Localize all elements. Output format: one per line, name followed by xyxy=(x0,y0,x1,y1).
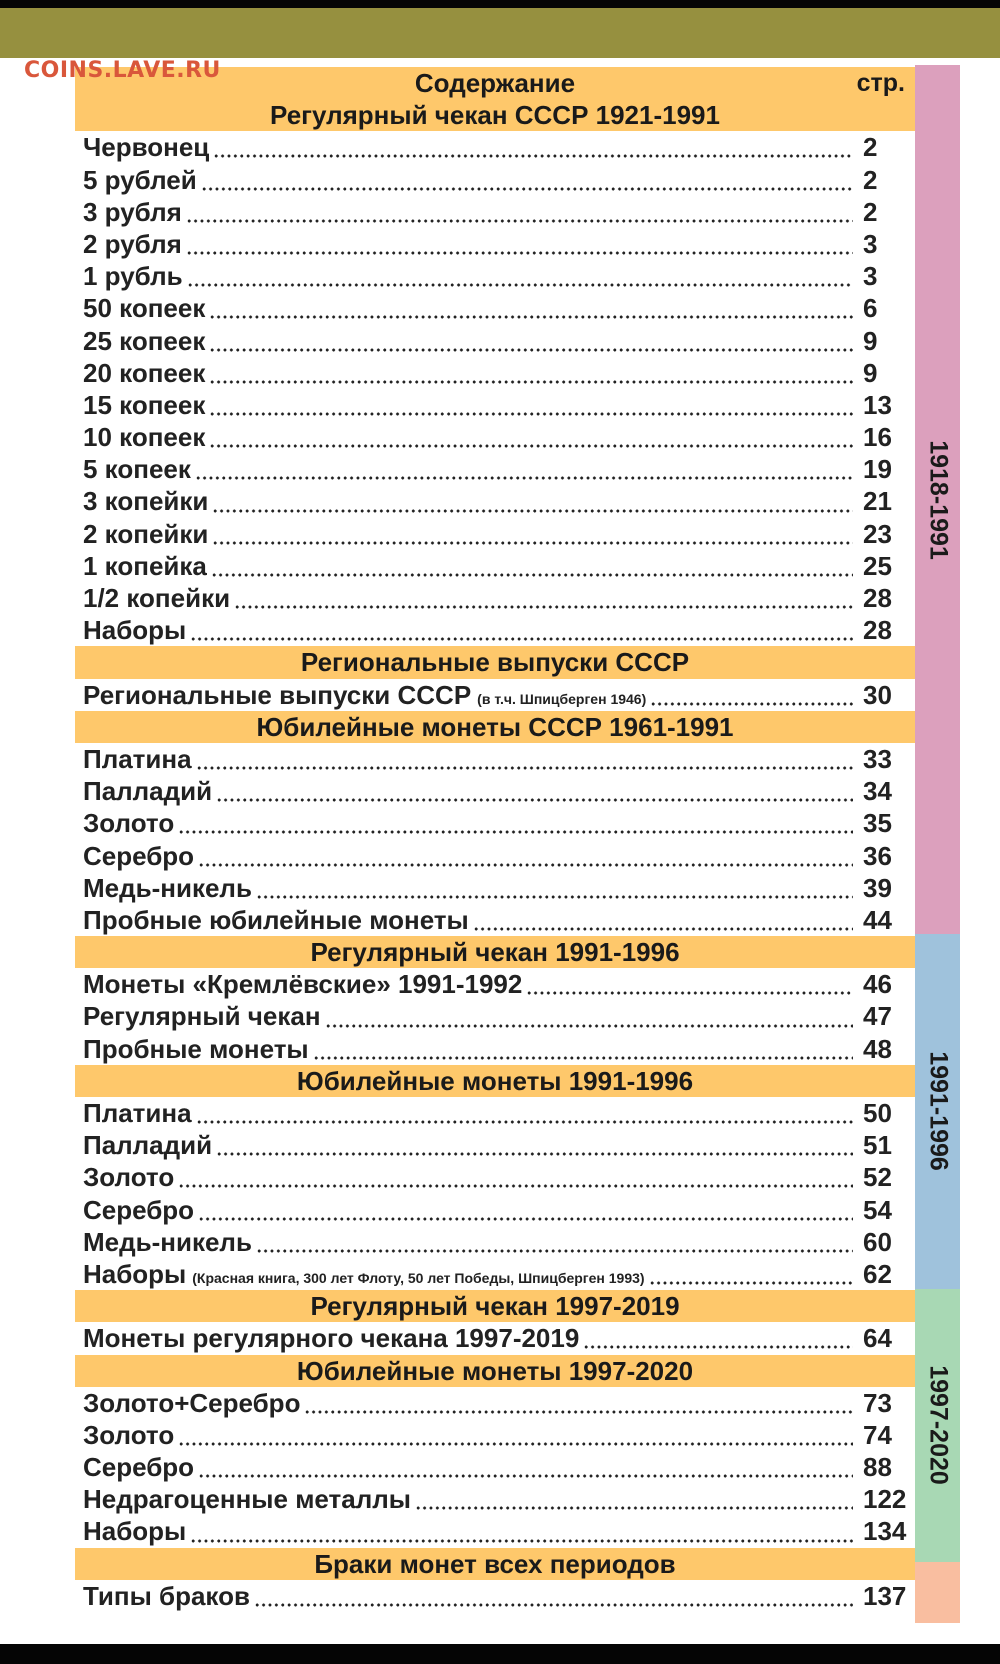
toc-entry[interactable] xyxy=(75,131,915,163)
page-column-label: стр. xyxy=(856,69,905,97)
toc-entry[interactable] xyxy=(75,1226,915,1258)
dot-leader xyxy=(650,684,853,706)
dot-leader xyxy=(209,362,853,384)
entry-page-number: 60 xyxy=(863,1226,892,1257)
toc-entry[interactable] xyxy=(75,292,915,324)
dot-leader xyxy=(213,136,853,158)
entry-page-number: 3 xyxy=(863,261,878,292)
entry-page-number: 16 xyxy=(863,422,892,453)
entry-page-number: 137 xyxy=(863,1580,907,1611)
entry-page-number: 2 xyxy=(863,132,878,163)
period-label: 1918-1991 xyxy=(924,439,952,560)
entry-page-number: 64 xyxy=(863,1323,892,1354)
entry-page-number: 6 xyxy=(863,293,878,324)
toc-entry[interactable] xyxy=(75,1580,915,1612)
dot-leader xyxy=(209,394,853,416)
entry-label: 5 рублей xyxy=(83,164,197,195)
entry-page-number: 28 xyxy=(863,583,892,613)
section-header[interactable]: Юбилейные монеты СССР 1961-1991 xyxy=(75,711,915,743)
entry-label: Медь-никель xyxy=(83,1226,252,1257)
toc-entry[interactable] xyxy=(75,1258,915,1290)
entry-page-number: 3 xyxy=(863,228,878,259)
entry-page-number: 134 xyxy=(863,1516,907,1547)
section-header[interactable]: Регулярный чекан СССР 1921-1991 xyxy=(75,99,915,131)
entry-label: Серебро xyxy=(83,840,195,871)
entry-label: 25 копеек xyxy=(83,325,206,356)
entry-label: Серебро xyxy=(83,1452,195,1483)
dot-leader xyxy=(583,1327,853,1349)
dot-leader xyxy=(254,1585,853,1607)
entry-label: Монеты «Кремлёвские» 1991-1992 xyxy=(83,969,523,1000)
toc-entry[interactable] xyxy=(75,807,915,839)
toc-entry[interactable] xyxy=(75,679,915,711)
entry-label: 1/2 копейки xyxy=(83,583,231,613)
dot-leader xyxy=(234,587,853,609)
entry-note: (Красная книга, 300 лет Флоту, 50 лет Победы, Шпицберген 1993) xyxy=(192,1269,645,1286)
entry-page-number: 50 xyxy=(863,1098,892,1128)
toc-entry[interactable] xyxy=(75,1515,915,1547)
period-sidebar xyxy=(915,934,960,1288)
section-header[interactable]: Регулярный чекан 1997-2019 xyxy=(75,1290,915,1322)
entry-label: Регулярный чекан xyxy=(83,1001,321,1032)
entry-label: Червонец xyxy=(83,132,210,163)
entry-page-number: 48 xyxy=(863,1033,892,1064)
entry-label: Золото xyxy=(83,808,175,839)
top-black-bar xyxy=(0,0,1000,8)
toc-entry[interactable] xyxy=(75,968,915,1000)
section-header[interactable]: Регулярный чекан 1991-1996 xyxy=(75,936,915,968)
toc-entry[interactable] xyxy=(75,1483,915,1515)
entry-page-number: 39 xyxy=(863,872,892,903)
dot-leader xyxy=(212,491,853,513)
entry-page-number: 88 xyxy=(863,1452,892,1483)
entry-label: Региональные выпуски СССР xyxy=(83,679,472,710)
entry-label: Типы браков xyxy=(83,1580,250,1611)
period-sidebar xyxy=(915,65,960,934)
dot-leader xyxy=(526,973,853,995)
dot-leader xyxy=(178,1166,853,1188)
entry-label: Золото xyxy=(83,1162,175,1193)
entry-page-number: 44 xyxy=(863,904,892,935)
dot-leader xyxy=(256,877,853,899)
section-header[interactable]: Региональные выпуски СССР xyxy=(75,646,915,678)
dot-leader xyxy=(209,330,853,352)
dot-leader xyxy=(211,555,853,577)
entry-label: Наборы xyxy=(83,615,187,646)
entry-label: Платина xyxy=(83,1098,192,1128)
entry-label: 20 копеек xyxy=(83,357,206,388)
toc-entry[interactable] xyxy=(75,453,915,485)
entry-label: Наборы xyxy=(83,1516,187,1547)
section-header[interactable]: Юбилейные монеты 1991-1996 xyxy=(75,1065,915,1097)
dot-leader xyxy=(256,1231,853,1253)
entry-label: Наборы xyxy=(83,1258,187,1289)
dot-leader xyxy=(209,426,853,448)
entry-page-number: 47 xyxy=(863,1001,892,1032)
entry-label: Серебро xyxy=(83,1194,195,1225)
dot-leader xyxy=(473,909,853,931)
dot-leader xyxy=(649,1263,853,1285)
entry-label: Золото+Серебро xyxy=(83,1387,301,1418)
entry-label: 5 копеек xyxy=(83,454,191,485)
dot-leader xyxy=(186,233,853,255)
dot-leader xyxy=(178,812,853,834)
entry-page-number: 28 xyxy=(863,615,892,646)
entry-page-number: 30 xyxy=(863,679,892,710)
dot-leader xyxy=(313,1038,853,1060)
entry-page-number: 36 xyxy=(863,840,892,871)
bottom-black-bar xyxy=(0,1644,1000,1664)
toc-entry[interactable] xyxy=(75,196,915,228)
dot-leader xyxy=(196,1102,853,1124)
dot-leader xyxy=(201,169,853,191)
entry-page-number: 122 xyxy=(863,1484,907,1515)
dot-leader xyxy=(186,201,853,223)
entry-page-number: 62 xyxy=(863,1258,892,1289)
entry-label: 1 копейка xyxy=(83,550,207,581)
dot-leader xyxy=(198,1199,853,1221)
dot-leader xyxy=(195,458,853,480)
entry-page-number: 73 xyxy=(863,1387,892,1418)
dot-leader xyxy=(216,1134,853,1156)
toc-entry[interactable] xyxy=(75,1129,915,1161)
entry-page-number: 35 xyxy=(863,808,892,839)
entry-label: 1 рубль xyxy=(83,261,183,292)
entry-page-number: 21 xyxy=(863,486,892,517)
entry-label: Медь-никель xyxy=(83,872,252,903)
toc-entry[interactable] xyxy=(75,260,915,292)
dot-leader xyxy=(198,845,853,867)
entry-label: 2 копейки xyxy=(83,518,209,549)
entry-page-number: 34 xyxy=(863,776,892,807)
toc-entry[interactable] xyxy=(75,421,915,453)
period-sidebar xyxy=(915,1289,960,1563)
entry-label: Монеты регулярного чекана 1997-2019 xyxy=(83,1323,580,1354)
toc-entry[interactable] xyxy=(75,1419,915,1451)
toc-entry[interactable] xyxy=(75,1000,915,1032)
entry-page-number: 54 xyxy=(863,1194,892,1225)
entry-label: Пробные юбилейные монеты xyxy=(83,904,469,935)
toc-entry[interactable] xyxy=(75,1033,915,1065)
toc-entry[interactable] xyxy=(75,550,915,582)
entry-label: Золото xyxy=(83,1419,175,1450)
dot-leader xyxy=(325,1006,853,1028)
dot-leader xyxy=(415,1488,853,1510)
toc-entry[interactable] xyxy=(75,1322,915,1354)
entry-page-number: 46 xyxy=(863,969,892,1000)
entry-note: (в т.ч. Шпицберген 1946) xyxy=(477,690,647,707)
dot-leader xyxy=(187,265,853,287)
top-header-bar xyxy=(0,8,1000,58)
table-of-contents xyxy=(75,67,915,1612)
entry-label: 15 копеек xyxy=(83,389,206,420)
entry-page-number: 52 xyxy=(863,1162,892,1193)
entry-label: 10 копеек xyxy=(83,422,206,453)
dot-leader xyxy=(209,297,853,319)
toc-entry[interactable] xyxy=(75,1194,915,1226)
dot-leader xyxy=(178,1424,853,1446)
toc-entry[interactable] xyxy=(75,389,915,421)
toc-entry[interactable] xyxy=(75,1387,915,1419)
dot-leader xyxy=(216,780,853,802)
toc-entry[interactable] xyxy=(75,1451,915,1483)
dot-leader xyxy=(196,748,853,770)
toc-entry[interactable] xyxy=(75,228,915,260)
toc-entry[interactable] xyxy=(75,164,915,196)
toc-title: Содержание xyxy=(414,68,576,98)
toc-entry[interactable] xyxy=(75,1161,915,1193)
period-sidebar xyxy=(915,1562,960,1623)
period-label: 1991-1996 xyxy=(924,1051,952,1172)
period-label: 1997-2020 xyxy=(924,1365,952,1486)
toc-entry[interactable] xyxy=(75,325,915,357)
entry-page-number: 74 xyxy=(863,1419,892,1450)
entry-label: Пробные монеты xyxy=(83,1033,309,1064)
entry-page-number: 9 xyxy=(863,357,878,388)
entry-page-number: 23 xyxy=(863,518,892,549)
dot-leader xyxy=(304,1392,853,1414)
entry-page-number: 2 xyxy=(863,164,878,195)
entry-page-number: 9 xyxy=(863,325,878,356)
toc-entry[interactable] xyxy=(75,582,915,614)
dot-leader xyxy=(212,523,853,545)
section-header[interactable]: Юбилейные монеты 1997-2020 xyxy=(75,1355,915,1387)
entry-page-number: 25 xyxy=(863,550,892,581)
watermark: COINS.LAVE.RU xyxy=(24,58,221,83)
toc-entry[interactable] xyxy=(75,743,915,775)
toc-entry[interactable] xyxy=(75,840,915,872)
toc-entry[interactable] xyxy=(75,775,915,807)
toc-entry[interactable] xyxy=(75,904,915,936)
toc-entry[interactable] xyxy=(75,872,915,904)
toc-entry[interactable] xyxy=(75,518,915,550)
toc-entry[interactable] xyxy=(75,614,915,646)
dot-leader xyxy=(190,1521,853,1543)
entry-page-number: 51 xyxy=(863,1130,892,1161)
entry-label: Платина xyxy=(83,743,192,774)
dot-leader xyxy=(198,1456,853,1478)
entry-page-number: 13 xyxy=(863,389,892,420)
toc-entry[interactable] xyxy=(75,357,915,389)
dot-leader xyxy=(190,619,853,641)
entry-label: Недрагоценные металлы xyxy=(83,1484,411,1515)
entry-label: Палладий xyxy=(83,776,213,807)
entry-label: 3 копейки xyxy=(83,486,209,517)
entry-label: 50 копеек xyxy=(83,293,206,324)
section-header[interactable]: Браки монет всех периодов xyxy=(75,1548,915,1580)
entry-label: 2 рубля xyxy=(83,228,182,259)
entry-page-number: 19 xyxy=(863,454,892,485)
entry-label: 3 рубля xyxy=(83,196,182,227)
entry-page-number: 33 xyxy=(863,743,892,774)
entry-page-number: 2 xyxy=(863,196,878,227)
toc-entry[interactable] xyxy=(75,1097,915,1129)
entry-label: Палладий xyxy=(83,1130,213,1161)
toc-entry[interactable] xyxy=(75,485,915,517)
